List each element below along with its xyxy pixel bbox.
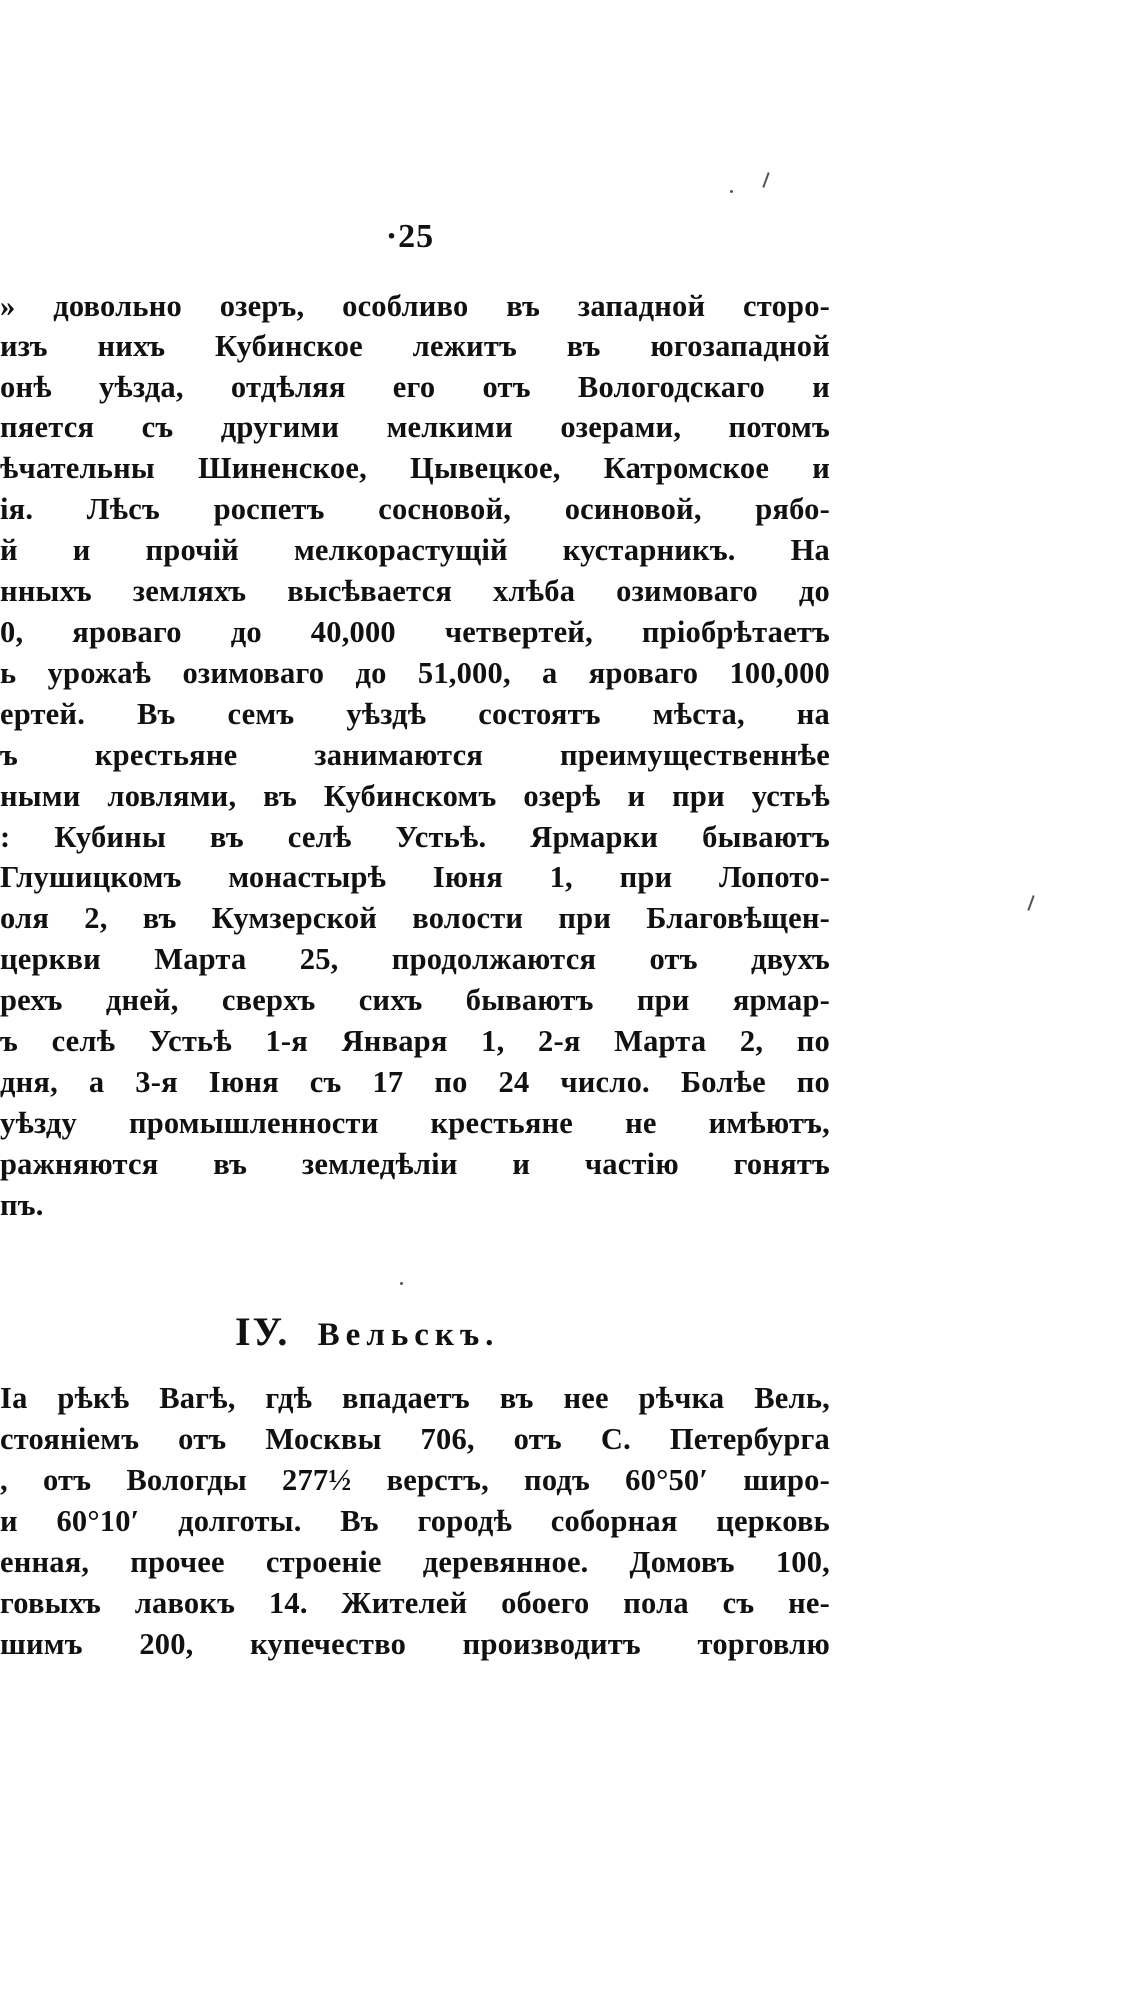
text-line: » довольно озеръ, особливо въ западной сторо- [0,289,830,323]
text-line: и 60°10′ долготы. Въ городѣ соборная церковь [0,1504,830,1538]
section-title: Вельскъ. [317,1317,500,1353]
section-heading [235,1308,499,1355]
text-line: уѣзду промышленности крестьяне не имѣютъ, [0,1106,830,1140]
text-line: нныхъ земляхъ высѣвается хлѣба озимоваго до [0,574,830,608]
text-line: , отъ Вологды 277½ верстъ, подъ 60°50′ широ- [0,1463,830,1497]
text-line: ными ловлями, въ Кубинскомъ озерѣ и при устьѣ [0,779,830,813]
scan-speck [400,1282,403,1285]
text-line: церкви Марта 25, продолжаются отъ двухъ [0,942,830,976]
text-line: пяется съ другими мелкими озерами, потомъ [0,410,830,444]
scan-speck [1027,895,1034,911]
text-line: й и прочій мелкорастущій кустарникъ. На [0,533,830,567]
text-line: ъ селѣ Устьѣ 1-я Января 1, 2-я Марта 2, по [0,1024,830,1058]
text-line: ь урожаѣ озимоваго до 51,000, а яроваго 100,000 [0,656,830,690]
text-line: дня, а 3-я Іюня съ 17 по 24 число. Болѣе по [0,1065,830,1099]
text-line: Іа рѣкѣ Вагѣ, гдѣ впадаетъ въ нее рѣчка Вель, [0,1381,830,1415]
text-line: шимъ 200, купечество производитъ торговлю [0,1627,830,1661]
scan-speck [730,190,733,193]
text-line: ія. Лѣсъ роспетъ сосновой, осиновой, рябо- [0,492,830,526]
page-number: ·25 [385,218,435,255]
text-line: : Кубины въ селѣ Устьѣ. Ярмарки бываютъ [0,820,830,854]
text-line: стояніемъ отъ Москвы 706, отъ С. Петербурга [0,1422,830,1456]
text-line: рехъ дней, сверхъ сихъ бываютъ при ярмар- [0,983,830,1017]
text-line: Глушицкомъ монастырѣ Іюня 1, при Лопото- [0,860,830,894]
section-number: IУ. [235,1309,290,1354]
text-line: ѣчательны Шиненское, Цывецкое, Катромское и [0,451,830,485]
text-line: 0, яроваго до 40,000 четвертей, пріобрѣтаетъ [0,615,830,649]
text-line: онѣ уѣзда, отдѣляя его отъ Вологодскаго и [0,370,830,404]
text-line: оля 2, въ Кумзерской волости при Благовѣщен- [0,901,830,935]
text-line: пъ. [0,1188,44,1222]
text-line: ертей. Въ семъ уѣздѣ состоятъ мѣста, на [0,697,830,731]
text-line: говыхъ лавокъ 14. Жителей обоего пола съ не- [0,1586,830,1620]
text-line: изъ нихъ Кубинское лежитъ въ югозападной [0,329,830,363]
scan-speck [762,172,769,188]
text-line: енная, прочее строеніе деревянное. Домовъ 100, [0,1545,830,1579]
text-line: ъ крестьяне занимаются преимущественнѣе [0,738,830,772]
text-line: ражняются въ земледѣліи и частію гонятъ [0,1147,830,1181]
